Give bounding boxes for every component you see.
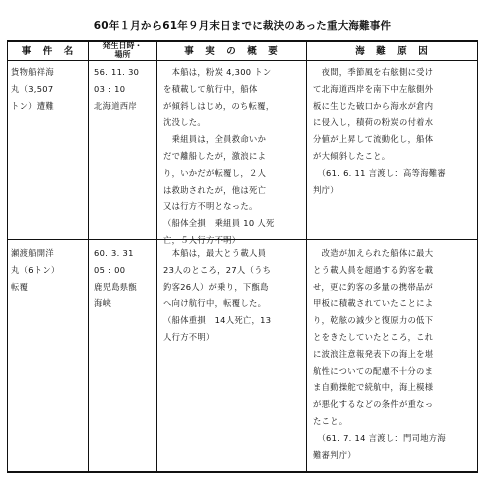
text-line: が大傾斜したこと。 — [313, 150, 391, 161]
text-line: トン）遭難 — [11, 100, 54, 111]
column-divider — [7, 40, 8, 472]
row2-case — [11, 245, 87, 295]
text-line: （61. 6. 11 言渡し：高等海難審 — [313, 167, 446, 178]
text-line: 釣客26人）が乗り，下甑島 — [163, 281, 269, 292]
text-line: 23人のところ，27人（うち — [163, 264, 272, 275]
header-case: 事 件 名 — [21, 46, 75, 57]
row2-facts — [163, 245, 305, 346]
text-line: を積載して航行中，船体 — [163, 83, 258, 94]
text-line: だで離船したが，激浪によ — [163, 150, 267, 161]
text-line: （61. 7. 14 言渡し：門司地方海 — [313, 432, 446, 443]
text-line: 甲板に積載されていたことによ — [313, 298, 434, 309]
text-line: 夜間，季節風を右舷側に受け — [313, 67, 434, 77]
text-line: 丸（3,507 — [11, 83, 54, 94]
text-line: とをきたしていたところ，これ — [313, 331, 434, 342]
text-line: 05 : 00 — [94, 264, 126, 275]
row2-date-place — [94, 245, 156, 312]
header-date-place — [89, 40, 156, 60]
text-line: 本船は，最大とう載人員 — [163, 248, 267, 258]
row1-cause — [313, 64, 476, 198]
accident-table — [7, 40, 478, 472]
row1-case — [11, 64, 87, 114]
text-line: 人行方不明） — [163, 331, 215, 342]
text-line: に侵入し，積荷の粉炭の付着水 — [313, 117, 434, 128]
text-line: は救助されたが，他は死亡 — [163, 184, 267, 195]
row2-cause — [313, 245, 476, 463]
column-divider — [477, 40, 478, 472]
text-line: 本船は，粉炭 4,300 トン — [163, 67, 272, 77]
header-facts: 事 実 の 概 要 — [184, 46, 279, 57]
text-line: に波浪注意報発表下の海上を堪 — [313, 348, 434, 359]
text-line: が傾斜しはじめ，のち転覆， — [163, 100, 275, 111]
text-line: て北海道西岸を南下中左舷側外 — [313, 83, 434, 94]
text-line: 丸（6トン） — [11, 264, 60, 275]
text-line: （船体重損 14人死亡，13 — [163, 315, 272, 326]
text-line: り，乾舷の減少と復原力の低下 — [313, 315, 434, 326]
header-cause: 海 難 原 因 — [355, 46, 429, 57]
text-line: 改造が加えられた船体に最大 — [313, 248, 434, 258]
text-line: 航性についての配慮不十分のま — [313, 365, 434, 376]
column-divider — [156, 40, 157, 472]
text-line: 60. 3. 31 — [94, 248, 134, 258]
text-line: たこと。 — [313, 415, 348, 426]
text-line: とう載人員を超過する釣客を載 — [313, 264, 434, 275]
column-divider — [306, 40, 307, 472]
text-line: 亡，５人行方不明） — [163, 234, 241, 245]
table-bottom-border — [7, 471, 478, 473]
row1-date-place — [94, 64, 156, 114]
text-line: 判庁） — [313, 184, 339, 195]
text-line: 転覆 — [11, 281, 29, 292]
text-line: せ，更に釣客の多量の携帯品が — [313, 281, 434, 292]
text-line: 分値が上昇して流動化し，船体 — [313, 134, 434, 145]
text-line: 北海道西岸 — [94, 100, 137, 111]
text-line: へ向け航行中，転覆した。 — [163, 298, 267, 309]
text-line: り，いかだが転覆し，２人 — [163, 167, 267, 178]
text-line: が悪化するなどの条件が重なっ — [313, 399, 434, 410]
text-line: （船体全損 乗組員 10 人死 — [163, 218, 275, 229]
text-line: 難審判庁） — [313, 449, 356, 460]
header-divider — [7, 60, 478, 61]
row1-facts — [163, 64, 305, 249]
text-line: ま自動操舵で続航中，海上模様 — [313, 382, 434, 393]
column-divider — [88, 40, 89, 472]
header-date-line: 発生日時・ — [102, 41, 143, 50]
text-line: 海峡 — [94, 298, 112, 309]
text-line: 鹿児島県甑 — [94, 281, 137, 292]
header-date-line: 場所 — [114, 50, 131, 59]
text-line: 又は行方不明となった。 — [163, 201, 258, 212]
text-line: 板に生じた破口から海水が倉内 — [313, 100, 434, 111]
text-line: 56. 11. 30 — [94, 67, 140, 77]
text-line: 乗組員は，全員救命いか — [163, 134, 267, 145]
page-title: 60年１月から61年９月末日までに裁決のあった重大海難事件 — [93, 20, 392, 32]
text-line: 03 : 10 — [94, 83, 126, 94]
text-line: 貨物船祥海 — [11, 67, 54, 77]
text-line: 瀬渡船開洋 — [11, 248, 54, 258]
text-line: 沈没した。 — [163, 117, 206, 128]
